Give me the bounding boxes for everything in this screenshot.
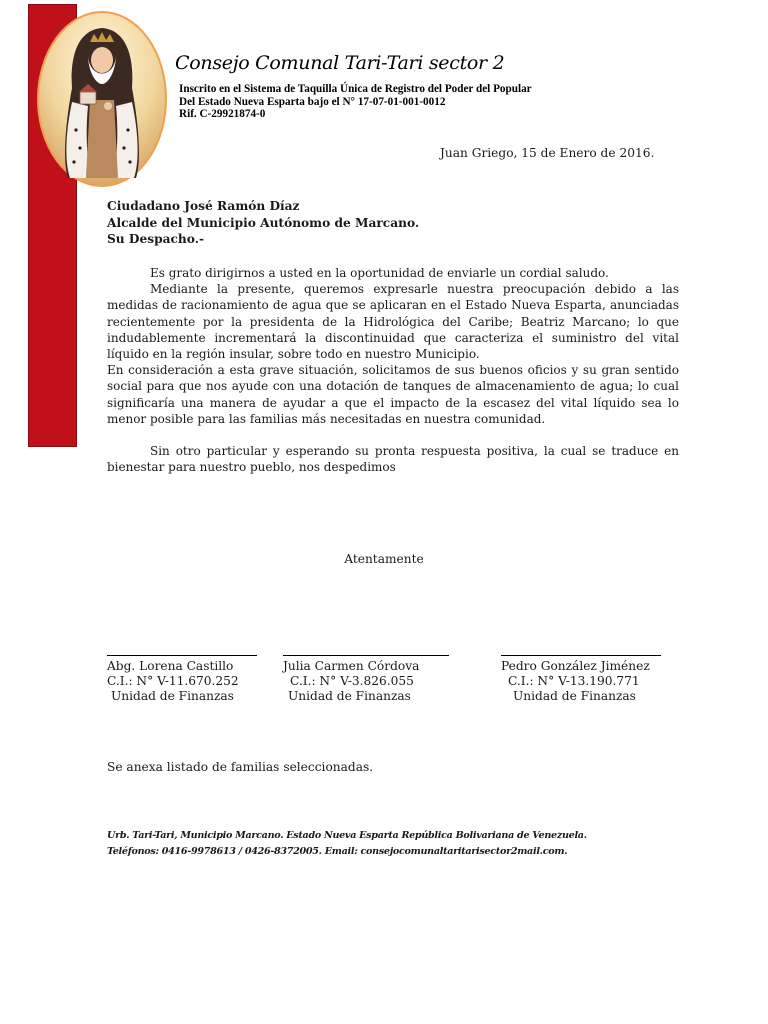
- footer-contact: [107, 828, 587, 860]
- signatory-name: Julia Carmen Córdova: [283, 659, 420, 673]
- signatory-ci: C.I.: N° V-3.826.055: [290, 674, 414, 688]
- addressee-office: Su Despacho.-: [107, 232, 205, 246]
- signature-block: [501, 655, 661, 704]
- signatory-unit: Unidad de Finanzas: [513, 689, 636, 703]
- greeting-paragraph: Es grato dirigirnos a usted en la oportunidad de enviarle un cordial saludo.: [150, 266, 609, 280]
- concern-paragraph: Mediante la presente, queremos expresarle nuestra preocupación debido a las medidas de racionamiento de agua que se aplicaran en el Estado Nueva Esparta, anunciadas recientemente por la presidenta de la Hidrológica del Caribe; Beatriz Marcano; lo que indudablemente incrementará la discontinuidad que caracteriza el suministro del vital líquido en la región insular, sobre todo en nuestro Municipio.: [107, 282, 679, 362]
- signature-line: [107, 655, 257, 656]
- letter-body: [107, 265, 679, 475]
- signatory-unit: Unidad de Finanzas: [111, 689, 234, 703]
- footer-phones: Teléfonos: 0416-9978613 / 0426-8372005. Email: consejocomunaltaritarisector2mail.com.: [107, 846, 568, 857]
- addressee-title: Alcalde del Municipio Autónomo de Marcano.: [107, 215, 420, 230]
- signature-block: [283, 655, 449, 704]
- footer-address: Urb. Tari-Tari, Municipio Marcano. Estado Nueva Esparta República Bolivariana de Venezuela.: [107, 830, 587, 841]
- signatory-ci: C.I.: N° V-13.190.771: [508, 674, 640, 688]
- council-title: Consejo Comunal Tari-Tari sector 2: [175, 52, 505, 74]
- signatory-name: Abg. Lorena Castillo: [107, 659, 234, 673]
- closing-salutation: Atentamente: [344, 552, 424, 566]
- saint-portrait-icon: [36, 10, 168, 188]
- signatory-ci: C.I.: N° V-11.670.252: [107, 674, 239, 688]
- letter-date: Juan Griego, 15 de Enero de 2016.: [440, 146, 655, 160]
- signatory-name: Pedro González Jiménez: [501, 659, 650, 673]
- signature-line: [283, 655, 449, 656]
- rif-line: Rif. C-29921874-0: [179, 108, 266, 121]
- annex-note: Se anexa listado de familias seleccionadas.: [107, 760, 374, 774]
- signature-block: [107, 655, 257, 704]
- signature-line: [501, 655, 661, 656]
- registration-line: Del Estado Nueva Esparta bajo el N° 17-07-01-001-0012: [179, 95, 446, 108]
- addressee-name: Ciudadano José Ramón Díaz: [107, 199, 300, 213]
- farewell-paragraph: Sin otro particular y esperando su pronta respuesta positiva, la cual se traduce en bienestar para nuestro pueblo, nos despedimos: [107, 444, 679, 475]
- request-paragraph: En consideración a esta grave situación, solicitamos de sus buenos oficios y su gran sentido social para que nos ayude con una dotación de tanques de almacenamiento de agua; lo cual significaría una manera de ayudar a que el impacto de la escasez del vital líquido sea lo menor posible para las familias más necesitadas en nuestra comunidad.: [107, 363, 679, 426]
- addressee-block: [107, 198, 419, 248]
- registration-info: [179, 83, 532, 121]
- registration-line: Inscrito en el Sistema de Taquilla Única de Registro del Poder del Popular: [179, 83, 532, 95]
- signatory-unit: Unidad de Finanzas: [288, 689, 411, 703]
